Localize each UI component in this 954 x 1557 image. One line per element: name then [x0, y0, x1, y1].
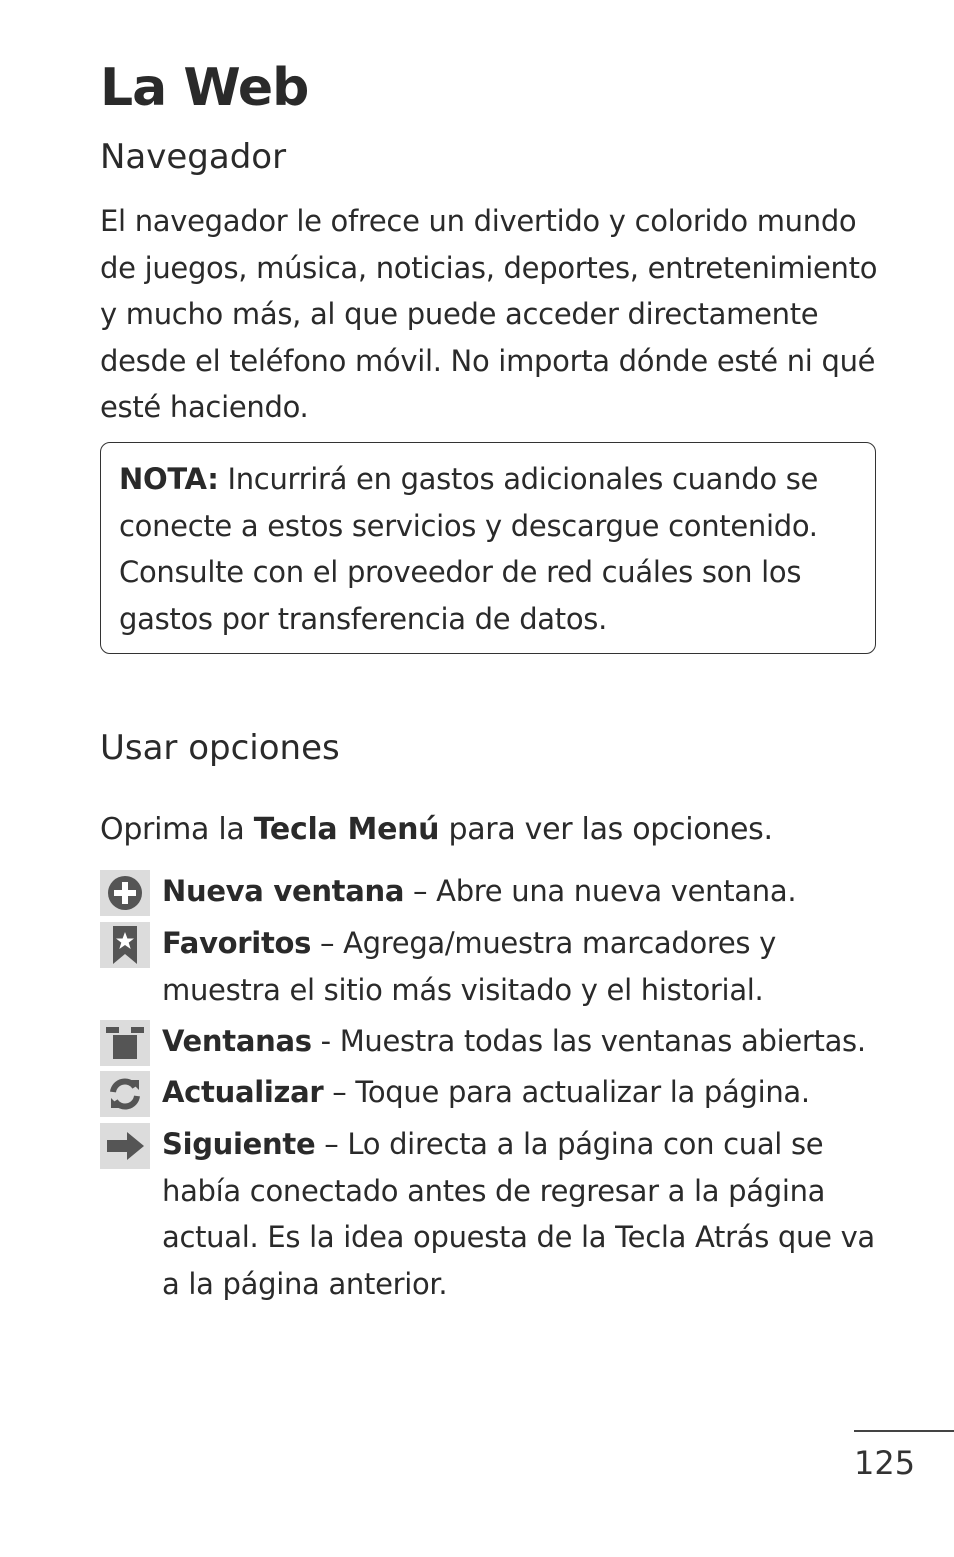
options-intro: [100, 812, 773, 847]
option-desc: – Lo directa a la página con cual se había conectado antes de regresar a la página actual. Es la idea opuesta de la Tecla Atrás que va a la página anterior.: [162, 1127, 875, 1301]
option-name: Siguiente: [162, 1127, 316, 1161]
intro-key: Tecla Menú: [253, 812, 440, 847]
section-heading-navegador: Navegador: [100, 137, 287, 177]
plus-circle-icon: [100, 870, 150, 916]
section-paragraph: El navegador le ofrece un divertido y colorido mundo de juegos, música, noticias, deportes, entretenimiento y mucho más, al que puede acceder directamente desde el teléfono móvil. No importa dónde esté ni qué esté haciendo.: [100, 204, 878, 424]
option-desc: – Toque para actualizar la página.: [323, 1075, 810, 1109]
option-name: Favoritos: [162, 926, 312, 960]
note-label: NOTA:: [119, 462, 219, 496]
option-text: [162, 868, 882, 915]
note-text: [119, 456, 857, 642]
option-desc: – Agrega/muestra marcadores y muestra el sitio más visitado y el historial.: [162, 926, 777, 1007]
windows-icon: [100, 1020, 150, 1066]
option-desc: – Abre una nueva ventana.: [404, 874, 797, 908]
bookmark-star-icon: [100, 922, 150, 968]
refresh-icon: [100, 1071, 150, 1117]
option-text: [162, 1121, 882, 1307]
option-name: Ventanas: [162, 1024, 312, 1058]
footer-divider: [854, 1430, 954, 1432]
page-number: 125: [854, 1444, 916, 1482]
arrow-right-icon: [100, 1123, 150, 1169]
option-name: Nueva ventana: [162, 874, 405, 908]
section-heading-usar-opciones: Usar opciones: [100, 728, 340, 768]
option-desc: - Muestra todas las ventanas abiertas.: [311, 1024, 866, 1058]
intro-suffix: para ver las opciones.: [439, 812, 773, 847]
option-text: [162, 1018, 882, 1065]
page-title: La Web: [100, 58, 309, 118]
option-text: [162, 920, 882, 1013]
note-box: [100, 442, 876, 654]
note-body: Incurrirá en gastos adicionales cuando se conecte a estos servicios y descargue contenido. Consulte con el proveedor de red cuáles son los gastos por transferencia de datos.: [119, 462, 819, 636]
intro-prefix: Oprima la: [100, 812, 254, 847]
option-name: Actualizar: [162, 1075, 324, 1109]
option-text: [162, 1069, 882, 1116]
